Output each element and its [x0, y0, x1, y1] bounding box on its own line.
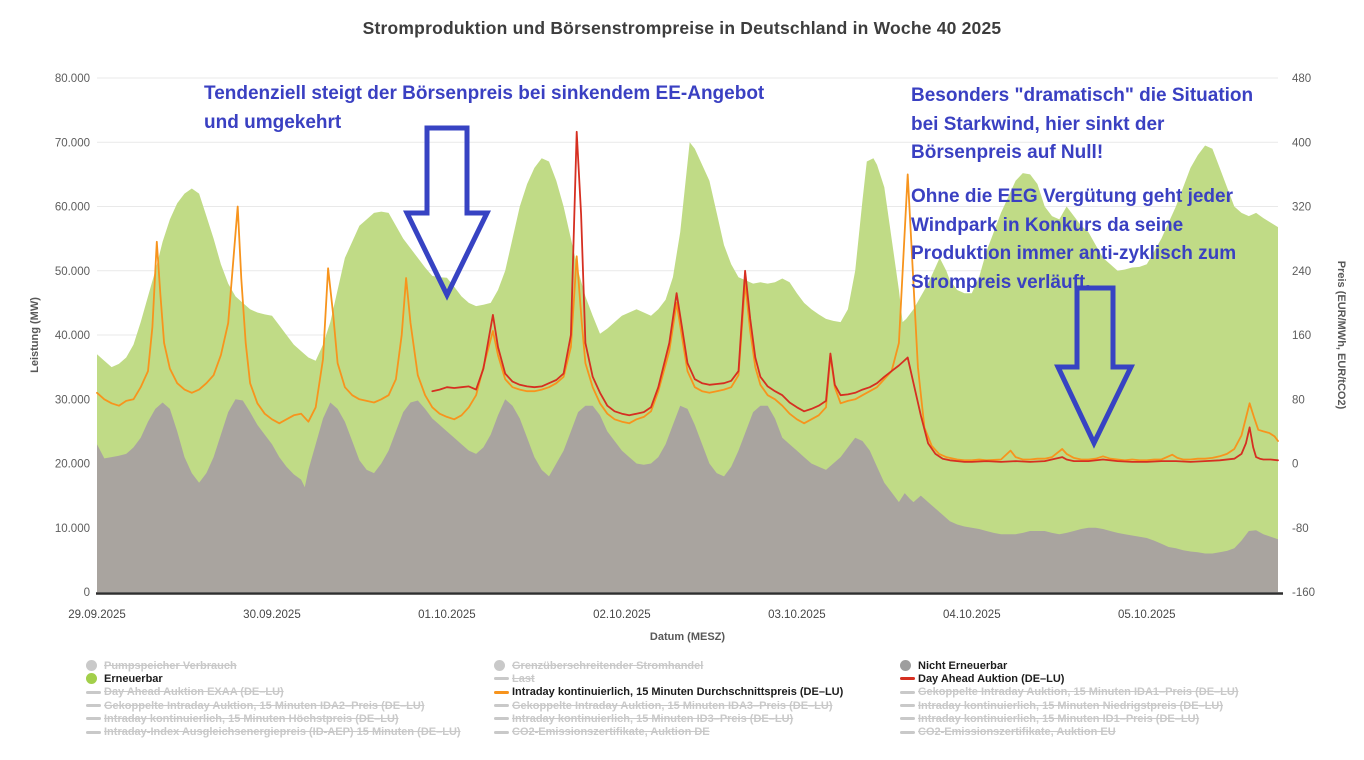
annotation-ee-price-trend	[204, 80, 764, 137]
legend-item[interactable]	[900, 672, 1308, 685]
legend-label: Intraday kontinuierlich, 15 Minuten Höchstpreis (DE–LU)	[104, 712, 399, 725]
annotation-line: Strompreis verläuft.	[911, 271, 1091, 293]
y-right-tick-label: 480	[1292, 73, 1312, 85]
x-tick-label: 02.10.2025	[593, 609, 651, 621]
legend-label: Gekoppelte Intraday Auktion, 15 Minuten IDA2–Preis (DE–LU)	[104, 699, 425, 712]
legend-label: Day Ahead Auktion (DE–LU)	[918, 672, 1065, 685]
x-tick-label: 01.10.2025	[418, 609, 476, 621]
legend-column	[86, 659, 494, 739]
x-tick-label: 05.10.2025	[1117, 609, 1176, 621]
legend-label: CO2-Emissionszertifikate, Auktion EU	[918, 726, 1116, 739]
legend-label: Intraday kontinuierlich, 15 Minuten Durchschnittspreis (DE–LU)	[512, 686, 844, 699]
legend-item[interactable]	[900, 659, 1308, 672]
annotation-line: Ohne die EEG Vergütung geht jeder	[911, 186, 1233, 207]
legend-label: Gekoppelte Intraday Auktion, 15 Minuten IDA1–Preis (DE–LU)	[918, 686, 1239, 699]
legend-item[interactable]	[494, 686, 900, 699]
legend-item[interactable]	[494, 712, 900, 725]
annotation-line: und umgekehrt	[204, 111, 342, 133]
legend-line-marker-icon	[86, 691, 101, 694]
legend-column	[900, 659, 1308, 739]
y-right-tick-label: 400	[1292, 137, 1312, 150]
legend-item[interactable]	[900, 725, 1308, 738]
y-right-tick-label: 160	[1292, 330, 1312, 342]
legend-item[interactable]	[86, 725, 494, 738]
x-tick-label: 04.10.2025	[943, 609, 1001, 621]
y-left-tick-label: 70.000	[54, 137, 90, 150]
legend-item[interactable]	[494, 659, 900, 672]
legend-label: Intraday kontinuierlich, 15 Minuten Niedrigstpreis (DE–LU)	[918, 699, 1223, 712]
x-tick-label: 29.09.2025	[68, 609, 126, 621]
legend-line-marker-icon	[900, 704, 915, 707]
y-axis-left-title: Leistung (MW)	[29, 297, 41, 373]
legend-line-marker-icon	[900, 677, 915, 680]
legend-line-marker-icon	[900, 691, 915, 694]
annotation-line: Produktion immer anti-zyklisch zum	[911, 243, 1237, 264]
legend-line-marker-icon	[86, 717, 101, 720]
legend-label: Last	[512, 672, 535, 685]
y-axis-right-title: Preis (EUR/MWh, EUR/tCO2)	[1335, 260, 1347, 410]
y-left-tick-label: 60.000	[54, 201, 90, 214]
legend-item[interactable]	[900, 686, 1308, 699]
legend-label: Day Ahead Auktion EXAA (DE–LU)	[104, 686, 284, 699]
legend-line-marker-icon	[494, 731, 509, 734]
x-axis-title: Datum (MESZ)	[649, 631, 726, 643]
y-left-tick-label: 10.000	[54, 522, 90, 535]
annotation-line: bei Starkwind, hier sinkt der	[911, 113, 1165, 135]
legend-item[interactable]	[86, 659, 494, 672]
legend-item[interactable]	[86, 712, 494, 725]
legend-line-marker-icon	[494, 677, 509, 680]
chart-title: Stromproduktion und Börsenstrompreise in Deutschland in Woche 40 2025	[362, 18, 1002, 38]
legend-label: Nicht Erneuerbar	[918, 659, 1008, 672]
annotation-line: Windpark in Konkurs da seine	[911, 214, 1184, 236]
legend-column	[494, 659, 900, 739]
legend-label: CO2-Emissionszertifikate, Auktion DE	[512, 726, 710, 739]
legend-circle-marker-icon	[494, 660, 505, 671]
legend-item[interactable]	[494, 699, 900, 712]
annotation-line: Tendenziell steigt der Börsenpreis bei sinkendem EE-Angebot	[204, 83, 765, 104]
x-tick-label: 03.10.2025	[768, 609, 826, 621]
legend-item[interactable]	[900, 712, 1308, 725]
legend-line-marker-icon	[86, 731, 101, 734]
y-left-tick-label: 20.000	[54, 458, 90, 471]
legend-line-marker-icon	[494, 704, 509, 707]
legend-item[interactable]	[494, 672, 900, 685]
legend-item[interactable]	[86, 672, 494, 685]
y-right-tick-label: -160	[1292, 587, 1316, 599]
y-right-tick-label: 0	[1292, 458, 1299, 471]
y-left-tick-label: 80.000	[54, 73, 90, 85]
annotation-eeg	[911, 183, 1236, 297]
y-left-tick-label: 50.000	[54, 265, 90, 278]
legend-item[interactable]	[86, 686, 494, 699]
legend-line-marker-icon	[494, 691, 509, 694]
legend-label: Intraday-Index Ausgleichsenergiepreis (ID-AEP) 15 Minuten (DE–LU)	[104, 726, 461, 739]
legend-label: Erneuerbar	[104, 672, 163, 685]
y-right-tick-label: 240	[1292, 265, 1312, 278]
legend-circle-marker-icon	[900, 660, 911, 671]
x-tick-label: 30.09.2025	[243, 609, 301, 621]
legend	[86, 659, 1308, 739]
y-left-tick-label: 30.000	[54, 394, 90, 407]
legend-label: Intraday kontinuierlich, 15 Minuten ID1–Preis (DE–LU)	[918, 712, 1200, 725]
y-right-tick-label: 320	[1292, 201, 1312, 214]
legend-label: Gekoppelte Intraday Auktion, 15 Minuten IDA3–Preis (DE–LU)	[512, 699, 833, 712]
y-left-tick-label: 0	[83, 587, 90, 599]
legend-label: Intraday kontinuierlich, 15 Minuten ID3–Preis (DE–LU)	[512, 712, 794, 725]
legend-line-marker-icon	[86, 704, 101, 707]
legend-line-marker-icon	[494, 717, 509, 720]
annotation-line: Besonders "dramatisch" die Situation	[911, 85, 1254, 106]
legend-item[interactable]	[86, 699, 494, 712]
legend-line-marker-icon	[900, 717, 915, 720]
annotation-starkwind	[911, 82, 1253, 168]
y-right-tick-label: -80	[1292, 522, 1309, 535]
legend-circle-marker-icon	[86, 673, 97, 684]
legend-circle-marker-icon	[86, 660, 97, 671]
legend-line-marker-icon	[900, 731, 915, 734]
y-right-tick-label: 80	[1292, 394, 1305, 407]
legend-item[interactable]	[900, 699, 1308, 712]
y-left-tick-label: 40.000	[54, 330, 90, 342]
annotation-line: Börsenpreis auf Null!	[911, 142, 1104, 163]
legend-item[interactable]	[494, 725, 900, 738]
legend-label: Pumpspeicher Verbrauch	[104, 659, 237, 672]
legend-label: Grenzüberschreitender Stromhandel	[512, 659, 704, 672]
